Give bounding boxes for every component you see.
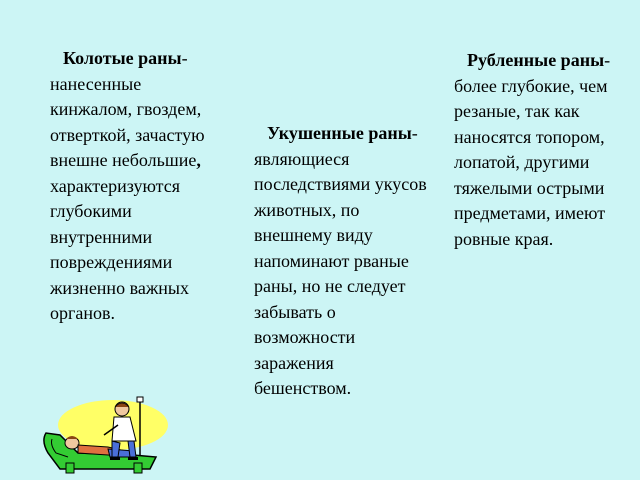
paragraph-chopped-wounds [454,48,614,252]
term-bite-wounds: Укушенные раны [267,123,412,143]
paragraph-stab-wounds: Колотые раны- нанесенные кинжалом, гвоздем, отверткой, зачастую внешне небольшие, характеризуются глубокими внутренними повреждениями жизненно важных органов. [50,48,205,323]
term-chopped-wounds: Рубленные раны [467,50,605,70]
paragraph-text: нанесенные кинжалом, гвоздем, отверткой, зачастую внешне небольшие [50,73,205,170]
doctor-patient-clipart [38,395,168,475]
paragraph-text: являющиеся последствиями укусов животных, по внешнему виду напоминают рваные раны, но не следует забывать о возможности заражения бешенством. [254,148,427,398]
doctor-patient-icon [38,395,168,475]
term-stab-wounds: Колотые раны [63,48,182,68]
paragraph-text-cont: характеризуются глубокими внутренними повреждениями жизненно важных органов. [50,175,189,323]
paragraph-bite-wounds: Укушенные раны- являющиеся последствиями укусов животных, по внешнему виду напоминают рваные раны, но не следует забывать о возможности заражения бешенством. [254,123,427,398]
paragraph-text: - более глубокие, чем резаные, так как наносятся топором, лопатой, другими тяжелыми острыми предметами, имеют ровные края. [454,50,611,249]
